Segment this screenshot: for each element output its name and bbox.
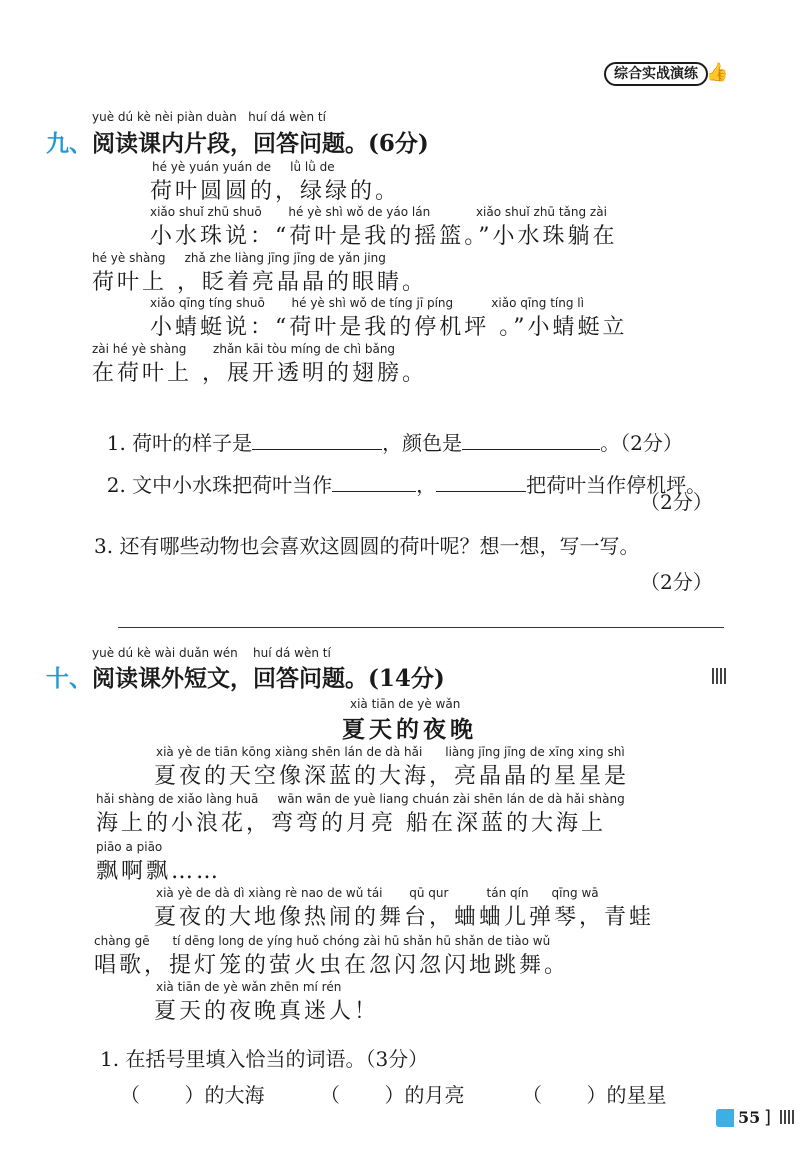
s9-question-2 bbox=[94, 445, 706, 498]
s10-line4: 夏夜的大地像热闹的舞台，蛐蛐儿弹琴，青蛙 bbox=[154, 905, 655, 930]
q2-text-c: 把荷叶当作停机坪。 bbox=[526, 473, 707, 497]
s10-line5-pinyin: chàng gē tí dēng long de yíng huǒ chóng zài hū shǎn hū shǎn de tiào wǔ bbox=[94, 934, 551, 948]
s10-heading bbox=[46, 660, 445, 693]
q1-text-c: 。（2分） bbox=[600, 431, 683, 455]
page-number-text: 55 bbox=[738, 1108, 761, 1127]
s9-title: 阅读课内片段，回答问题。(6分) bbox=[92, 130, 429, 157]
s10-line2: 海上的小浪花，弯弯的月亮 船在深蓝的大海上 bbox=[96, 811, 606, 836]
qr-code-icon[interactable] bbox=[712, 668, 728, 684]
footer-qr-icon[interactable] bbox=[780, 1110, 794, 1124]
s9-number: 九、 bbox=[46, 130, 92, 157]
page-number bbox=[716, 1105, 774, 1131]
fill-blank-3[interactable]: （ ）的星星 bbox=[522, 1083, 667, 1107]
s9-line2-pinyin: xiǎo shuǐ zhū shuō hé yè shì wǒ de yáo lán xiǎo shuǐ zhū tǎng zài bbox=[150, 205, 607, 219]
s10-line3-pinyin: piāo a piāo bbox=[96, 840, 163, 854]
s9-line3-pinyin: hé yè shàng zhǎ zhe liàng jīng jīng de yǎn jing bbox=[92, 251, 386, 265]
s9-line4-pinyin: xiǎo qīng tíng shuō hé yè shì wǒ de tíng jī píng xiǎo qīng tíng lì bbox=[150, 296, 584, 310]
s10-line6-pinyin: xià tiān de yè wǎn zhēn mí rén bbox=[156, 980, 342, 994]
s10-line6: 夏天的夜晚真迷人！ bbox=[154, 999, 380, 1024]
s10-number: 十、 bbox=[46, 665, 92, 692]
q2-text-a: 2. 文中小水珠把荷叶当作 bbox=[106, 473, 333, 497]
s9-line5-pinyin: zài hé yè shàng zhǎn kāi tòu míng de chì bǎng bbox=[92, 342, 396, 356]
bracket-glyph: ] bbox=[764, 1107, 772, 1128]
thumb-icon: 👍 bbox=[706, 62, 729, 83]
q2-blank-2[interactable] bbox=[436, 473, 526, 492]
s10-line4-pinyin: xià yè de dà dì xiàng rè nao de wǔ tái qū qur tán qín qīng wā bbox=[156, 886, 599, 900]
s10-line1-pinyin: xià yè de tiān kōng xiàng shēn lán de dà hǎi liàng jīng jīng de xīng xing shì bbox=[156, 745, 625, 759]
s9-question-3: 3. 还有哪些动物也会喜欢这圆圆的荷叶呢？想一想，写一写。 bbox=[94, 534, 640, 558]
section-badge: 综合实战演练 bbox=[604, 62, 708, 86]
q1-text-b: ，颜色是 bbox=[382, 431, 463, 455]
s10-line1: 夏夜的天空像深蓝的大海，亮晶晶的星星是 bbox=[154, 764, 630, 789]
q3-score: （2分） bbox=[640, 570, 713, 594]
q2-text-b: ， bbox=[416, 473, 437, 497]
answer-line[interactable] bbox=[118, 627, 724, 628]
s9-line4: 小蜻蜓说：“荷叶是我的停机坪 。”小蜻蜓立 bbox=[150, 315, 628, 340]
s9-line1-pinyin: hé yè yuán yuán de lǜ lǜ de bbox=[152, 160, 335, 174]
s10-question-1: 1. 在括号里填入恰当的词语。（3分） bbox=[100, 1047, 429, 1071]
story-title-pinyin: xià tiān de yè wǎn bbox=[350, 697, 461, 711]
s10-line2-pinyin: hǎi shàng de xiǎo làng huā wān wān de yuè liang chuán zài shēn lán de dà hǎi shàng bbox=[96, 792, 625, 806]
s9-line3: 荷叶上 ，眨着亮晶晶的眼睛。 bbox=[92, 270, 427, 295]
s9-heading bbox=[46, 125, 429, 158]
fill-blank-2[interactable]: （ ）的月亮 bbox=[320, 1083, 465, 1107]
s9-line1: 荷叶圆圆的，绿绿的。 bbox=[150, 179, 401, 204]
s9-line2: 小水珠说：“荷叶是我的摇篮。”小水珠躺在 bbox=[150, 224, 618, 249]
q1-text-a: 1. 荷叶的样子是 bbox=[106, 431, 253, 455]
page-tab-shape bbox=[716, 1109, 734, 1127]
s10-line5: 唱歌，提灯笼的萤火虫在忽闪忽闪地跳舞。 bbox=[94, 953, 570, 978]
fill-blank-1[interactable]: （ ）的大海 bbox=[120, 1083, 265, 1107]
story-title: 夏天的夜晚 bbox=[342, 716, 477, 743]
s10-title-pinyin: yuè dú kè wài duǎn wén huí dá wèn tí bbox=[92, 646, 331, 660]
q2-score: （2分） bbox=[640, 490, 713, 514]
s9-line5: 在荷叶上 ，展开透明的翅膀。 bbox=[92, 361, 427, 386]
s10-line3: 飘啊飘…… bbox=[96, 859, 222, 884]
s10-title: 阅读课外短文，回答问题。(14分) bbox=[92, 665, 445, 692]
s9-title-pinyin: yuè dú kè nèi piàn duàn huí dá wèn tí bbox=[92, 110, 326, 124]
q2-blank-1[interactable] bbox=[332, 473, 416, 492]
